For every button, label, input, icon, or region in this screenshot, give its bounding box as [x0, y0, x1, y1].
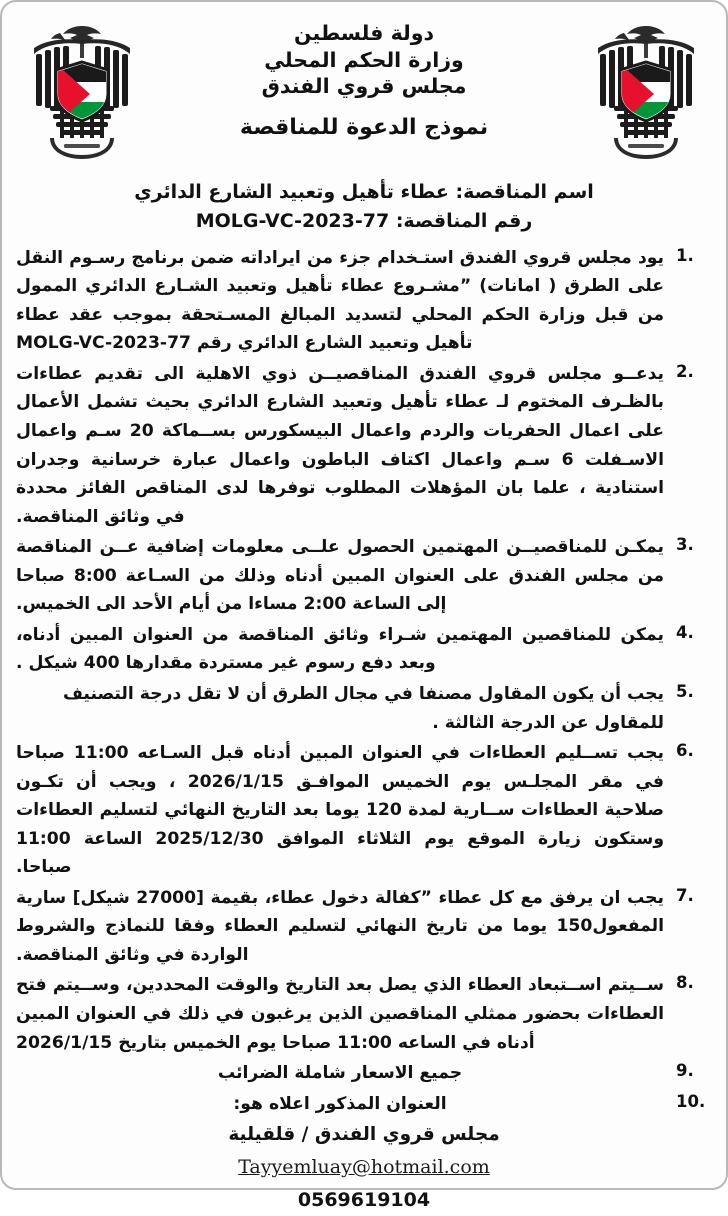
clause-text: العنوان المذكور اعلاه هو:	[233, 1093, 447, 1114]
tender-number-label: رقم المناقصة:	[395, 209, 533, 232]
clause-item	[16, 1059, 710, 1088]
clause-item	[16, 971, 710, 1057]
clause-text: جميع الاسعار شاملة الضرائب	[217, 1063, 463, 1084]
clause-item	[16, 360, 710, 531]
clause-item	[16, 680, 710, 737]
clause-item	[16, 1090, 710, 1119]
clause-number: 10.	[676, 1091, 706, 1111]
address-contact-block	[2, 1120, 726, 1216]
clause-text: يمكن للمناقصين المهتمين شـراء وثائق المناقصة من العنوان المبين أدناه، وبعد دفع رسوم غير مستردة مقدارها 400 شيكل .	[16, 624, 664, 674]
contact-email[interactable]: Tayyemluay@hotmail.com	[238, 1156, 490, 1179]
clause-text: يدعــو مجلس قروي الفندق المناقصيــن ذوي الاهلية الى تقديم عطاءات بالظـرف المختوم لـ عطاء تأهيل وتعبيد الشارع الدائري بحيث تشمل الأعمال على اعمال الحفريات والردم واعمال البيسكورس بســماكة 20 سـم واعمال الاسـفلت 6 سـم واعمال اكتاف الباطون واعمال عبارة خرسانية وجدران استنادية ، علما بان المؤهلات المطلوب توفرها لدى المناقص الفائز محددة في وثائق المناقصة.	[16, 363, 664, 527]
clause-number: 8.	[676, 973, 694, 993]
clause-item	[16, 884, 710, 970]
tender-identity-block	[2, 178, 726, 236]
clause-item	[16, 533, 710, 619]
clause-number: 7.	[676, 885, 694, 905]
organization-address: مجلس قروي الفندق / قلقيلية	[228, 1124, 500, 1146]
tender-name-label: اسم المناقصة:	[455, 181, 594, 203]
clause-number: 1.	[676, 245, 694, 265]
form-title: نموذج الدعوة للمناقصة	[239, 114, 489, 140]
ministry-title: وزارة الحكم المحلي	[264, 47, 464, 72]
clause-number: 2.	[676, 361, 694, 381]
council-title: مجلس قروي الفندق	[261, 74, 467, 99]
clause-text: يجب تســليم العطاءات في العنوان المبين أدناه قبل السـاعه 11:00 صباحا في مقر المجلـس يوم الخميس الموافـق 2026/1/15 ، ويجب أن تكـون صلاحية العطاءات ســارية لمدة 120 يوما بعد التاريخ النهائي لتسليم العطاءات وستكون زيارة الموقع يوم الثلاثاء الموافق 2025/12/30 الساعة 11:00 صباحا.	[16, 743, 665, 878]
clause-number: 4.	[676, 622, 694, 642]
clause-text: يمكـن للمناقصيــن المهتمين الحصول علــى معلومات إضافية عــن المناقصة من مجلس الفندق على العنوان المبين أدناه وذلك من السـاعة 8:00 صباحا إلى الساعة 2:00 مساءا من أيام الأحد الى الخميس.	[16, 537, 665, 615]
tender-name-row	[36, 178, 692, 207]
palestinian-eagle-emblem-right	[588, 18, 704, 168]
clause-number: 9.	[676, 1061, 694, 1081]
clause-number: 5.	[676, 681, 694, 701]
state-title: دولة فلسطين	[294, 21, 434, 45]
clause-text: يود مجلس قروي الفندق استـخدام جزء من ايراداته ضمن برنامج رسـوم النقل على الطرق ( امانات) ”مشـروع عطاء تأهيل وتعبيد الشـارع الدائري الممول من قبل وزارة الحكم المحلي لتسديد المبالغ المسـتحقة بموجب عقد عطاء تأهيل وتعبيد الشارع الدائري رقم MOLG-VC-2023-77	[16, 247, 664, 354]
clause-text: ســيتم اســتبعاد العطاء الذي يصل بعد التاريخ والوقت المحددين، وســيتم فتح العطاءات بحضور ممثلي المناقصين الذين يرغبون في ذلك في العنوان المبين أدناه في الساعه 11:00 صباحا يوم الخميس بتاريخ 2026/1/15	[16, 975, 664, 1053]
header-title-block	[170, 20, 558, 143]
clause-item	[16, 621, 710, 678]
clause-item	[16, 244, 710, 358]
clause-text: يجب ان يرفق مع كل عطاء ”كفالة دخول عطاء، بقيمة [27000 شيكل] سارية المفعول150 يوما من تاريخ النهائي لتسليم العطاء وفقا للنماذج والشروط الواردة في وثائق المناقصة.	[16, 887, 664, 965]
contact-phone[interactable]: 0569619104	[297, 1188, 431, 1211]
clause-number: 6.	[676, 741, 694, 761]
tender-name-value: عطاء تأهيل وتعبيد الشارع الدائري	[134, 181, 449, 203]
document-header	[2, 2, 726, 174]
tender-number-row	[36, 207, 692, 236]
palestinian-eagle-emblem-left	[24, 18, 140, 168]
clause-number: 3.	[676, 535, 694, 555]
clause-item	[16, 739, 710, 882]
tender-number-value: MOLG-VC-2023-77	[195, 209, 390, 232]
clause-list	[16, 244, 710, 1118]
clause-text: يجب أن يكون المقاول مصنفا في مجال الطرق أن لا تقل درجة التصنيف للمقاول عن الدرجة الثالثة .	[62, 683, 664, 733]
